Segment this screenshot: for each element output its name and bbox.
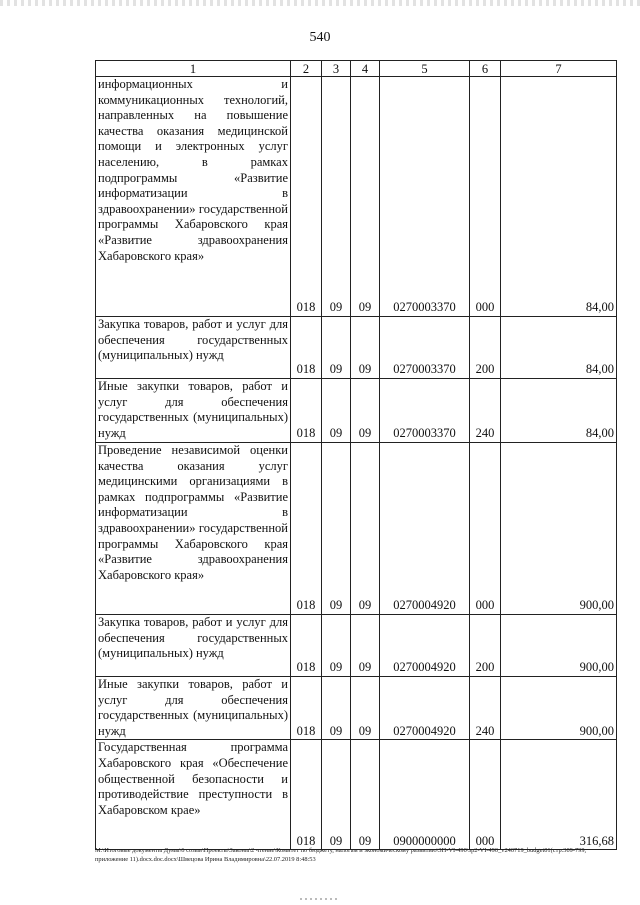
row-amount: 84,00 <box>501 379 617 443</box>
header-col-5: 5 <box>380 61 470 77</box>
row-target-article: 0270004920 <box>380 677 470 740</box>
row-section: 09 <box>322 443 351 615</box>
row-target-article: 0270004920 <box>380 615 470 677</box>
row-name: информационных и коммуникационных технологий, направленных на повышение качества оказания медицинской помощи и электронных услуг населению, в рамках подпрограммы «Развитие информатизации в здравоохранении» государственной программы Хабаровского края «Развитие здравоохранения Хабаровского края» <box>96 77 291 317</box>
row-expense-type: 240 <box>470 379 501 443</box>
row-expense-type: 240 <box>470 677 501 740</box>
row-section: 09 <box>322 740 351 850</box>
row-subsection: 09 <box>351 77 380 317</box>
row-target-article: 0900000000 <box>380 740 470 850</box>
header-col-7: 7 <box>501 61 617 77</box>
row-section: 09 <box>322 677 351 740</box>
table-row <box>96 443 617 615</box>
scan-bottom-mark <box>300 898 340 900</box>
row-name: Иные закупки товаров, работ и услуг для обеспечения государственных (муниципальных) нужд <box>96 677 291 740</box>
row-name: Закупка товаров, работ и услуг для обеспечения государственных (муниципальных) нужд <box>96 317 291 379</box>
row-amount: 84,00 <box>501 77 617 317</box>
row-name: Закупка товаров, работ и услуг для обеспечения государственных (муниципальных) нужд <box>96 615 291 677</box>
header-col-4: 4 <box>351 61 380 77</box>
row-subsection: 09 <box>351 317 380 379</box>
row-subsection: 09 <box>351 740 380 850</box>
row-expense-type: 200 <box>470 615 501 677</box>
scan-top-edge <box>0 0 640 6</box>
header-col-6: 6 <box>470 61 501 77</box>
row-section: 09 <box>322 379 351 443</box>
row-name: Проведение независимой оценки качества оказания услуг медицинскими организациями в рамках подпрограммы «Развитие информатизации в здравоохранении» государственной программы Хабаровского края «Развитие здравоохранения Хабаровского края» <box>96 443 291 615</box>
table-row <box>96 77 617 317</box>
table-header-row <box>96 61 617 77</box>
budget-table <box>95 60 617 850</box>
row-subsection: 09 <box>351 677 380 740</box>
row-name: Государственная программа Хабаровского края «Обеспечение общественной безопасности и противодействие преступности в Хабаровском крае» <box>96 740 291 850</box>
row-expense-type: 000 <box>470 77 501 317</box>
row-ministry-code: 018 <box>291 443 322 615</box>
header-col-1: 1 <box>96 61 291 77</box>
row-target-article: 0270003370 <box>380 77 470 317</box>
table-row <box>96 615 617 677</box>
row-amount: 900,00 <box>501 615 617 677</box>
table-row <box>96 677 617 740</box>
row-subsection: 09 <box>351 615 380 677</box>
row-ministry-code: 018 <box>291 677 322 740</box>
row-target-article: 0270003370 <box>380 379 470 443</box>
row-target-article: 0270004920 <box>380 443 470 615</box>
row-name: Иные закупки товаров, работ и услуг для обеспечения государственных (муниципальных) нужд <box>96 379 291 443</box>
row-ministry-code: 018 <box>291 615 322 677</box>
row-subsection: 09 <box>351 379 380 443</box>
table-row <box>96 317 617 379</box>
row-expense-type: 000 <box>470 443 501 615</box>
row-subsection: 09 <box>351 443 380 615</box>
row-ministry-code: 018 <box>291 379 322 443</box>
row-ministry-code: 018 <box>291 740 322 850</box>
row-expense-type: 000 <box>470 740 501 850</box>
header-col-3: 3 <box>322 61 351 77</box>
row-amount: 316,68 <box>501 740 617 850</box>
row-target-article: 0270003370 <box>380 317 470 379</box>
row-section: 09 <box>322 77 351 317</box>
row-amount: 900,00 <box>501 443 617 615</box>
row-amount: 900,00 <box>501 677 617 740</box>
row-section: 09 <box>322 615 351 677</box>
table-row <box>96 740 617 850</box>
document-path-footer: М:\Итоговые документы Думы\6 созыв\Проекты\Законы\2 чтение\Комитет по бюджету, налогам и экономическому развитию\ЗП-VI-490\зр2-VI-490_v240719_budget01(стр.309-799, приложение 11).docx.doc.docx\Швецова Ирина Владимировна\22.07.2019 8:48:53 <box>95 847 587 863</box>
row-section: 09 <box>322 317 351 379</box>
row-amount: 84,00 <box>501 317 617 379</box>
table-row <box>96 379 617 443</box>
page-number: 540 <box>309 30 331 45</box>
header-col-2: 2 <box>291 61 322 77</box>
row-expense-type: 200 <box>470 317 501 379</box>
row-ministry-code: 018 <box>291 317 322 379</box>
row-ministry-code: 018 <box>291 77 322 317</box>
